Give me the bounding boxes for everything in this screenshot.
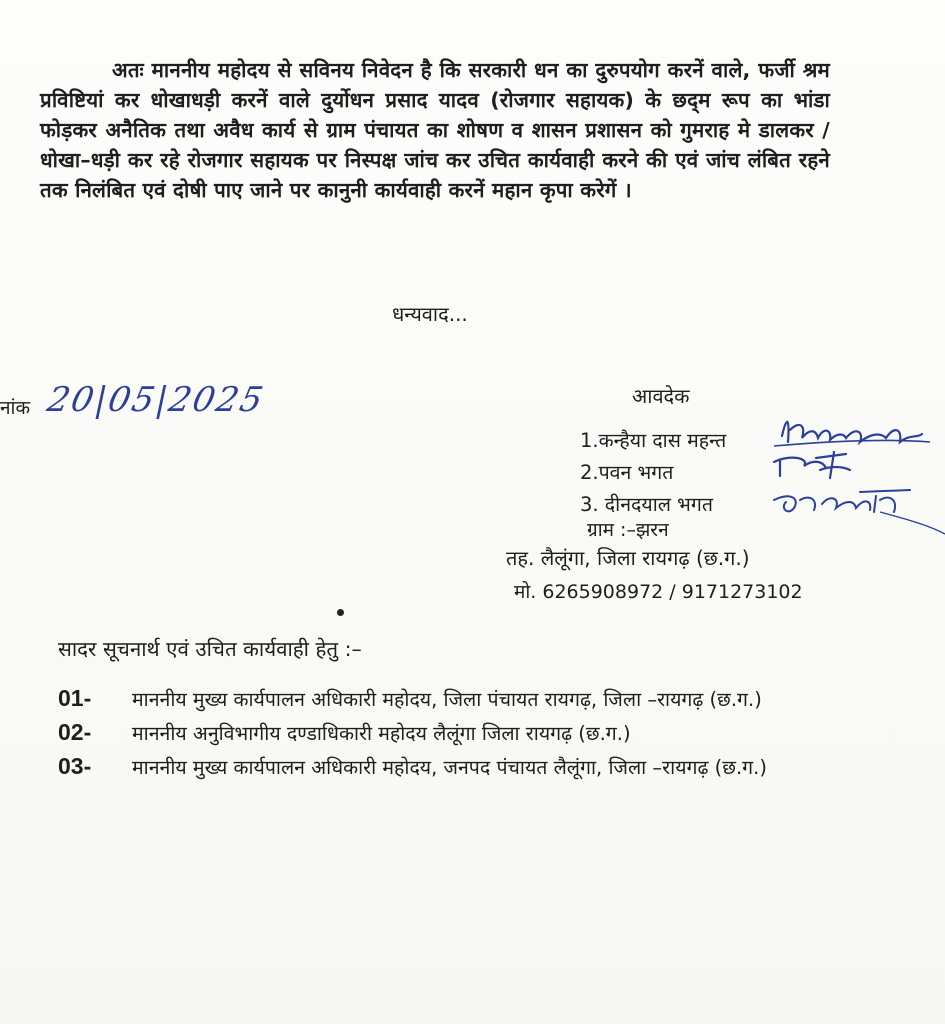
applicant-name-2: 2.पवन भगत (580, 461, 674, 484)
village-line: ग्राम :–झरन (587, 519, 669, 541)
thanks-text: धन्यवाद... (392, 302, 468, 326)
date-label: नांक (0, 397, 31, 419)
tehsil-line: तह. लैलूंगा, जिला रायगढ़ (छ.ग.) (506, 546, 750, 570)
request-paragraph: अतः माननीय महोदय से सविनय निवेदन है कि सरकारी धन का दुरुपयोग करनें वाले, फर्जी श्रम प्रविष्टियां कर धोखाधड़ी करनें वाले दुर्योधन प्रसाद यादव (रोजगार सहायक) के छद्‌म रूप का भांडा फोड़कर अनैतिक तथा अवैध कार्य से ग्राम पंचायत का शोषण व शासन प्रशासन को गुमराह मे डालकर / धोखा–धड़ी कर रहे रोजगार सहायक पर निस्पक्ष जांच कर उचित कार्यवाही करने की एवं जांच लंबित रहने तक निलंबित एवं दोषी पाए जाने पर कानुनी कार्यवाही करनें महान कृपा करेगें । (40, 58, 830, 202)
signature-1-underline (774, 440, 930, 446)
cc-item-number: 02- (58, 719, 92, 745)
applicant-heading: आवदेक (632, 384, 690, 408)
cc-item (58, 719, 858, 749)
cc-heading: सादर सूचनार्थ एवं उचित कार्यवाही हेतु :– (58, 637, 362, 661)
cc-item-text: माननीय मुख्य कार्यपालन अधिकारी महोदय, जिला पंचायत रायगढ़, जिला –रायगढ़ (छ.ग.) (132, 688, 762, 711)
cc-item-number: 03- (58, 753, 92, 779)
mobile-line: मो. 6265908972 / 9171273102 (514, 581, 803, 603)
cc-item (58, 753, 858, 783)
signature-2 (774, 452, 850, 478)
signature-3-tail (880, 512, 945, 534)
request-paragraph-block (40, 55, 830, 205)
signature-1 (782, 422, 922, 442)
applicant-list (580, 425, 726, 521)
signature-scribbles (760, 408, 945, 543)
ink-dot (337, 609, 344, 616)
cc-item (58, 685, 858, 715)
cc-list (58, 685, 858, 787)
signature-3 (774, 490, 910, 512)
handwritten-date: 20|05|2025 (43, 380, 269, 420)
signatures (760, 408, 945, 543)
applicant-name-1: 1.कन्हैया दास महन्त (580, 429, 727, 452)
applicant-name-3: 3. दीनदयाल भगत (580, 493, 713, 516)
cc-item-text: माननीय मुख्य कार्यपालन अधिकारी महोदय, जनपद पंचायत लैलूंगा, जिला –रायगढ़ (छ.ग.) (132, 756, 767, 779)
cc-item-number: 01- (58, 685, 92, 711)
cc-item-text: माननीय अनुविभागीय दण्डाधिकारी महोदय लैलूंगा जिला रायगढ़ (छ.ग.) (132, 722, 631, 745)
